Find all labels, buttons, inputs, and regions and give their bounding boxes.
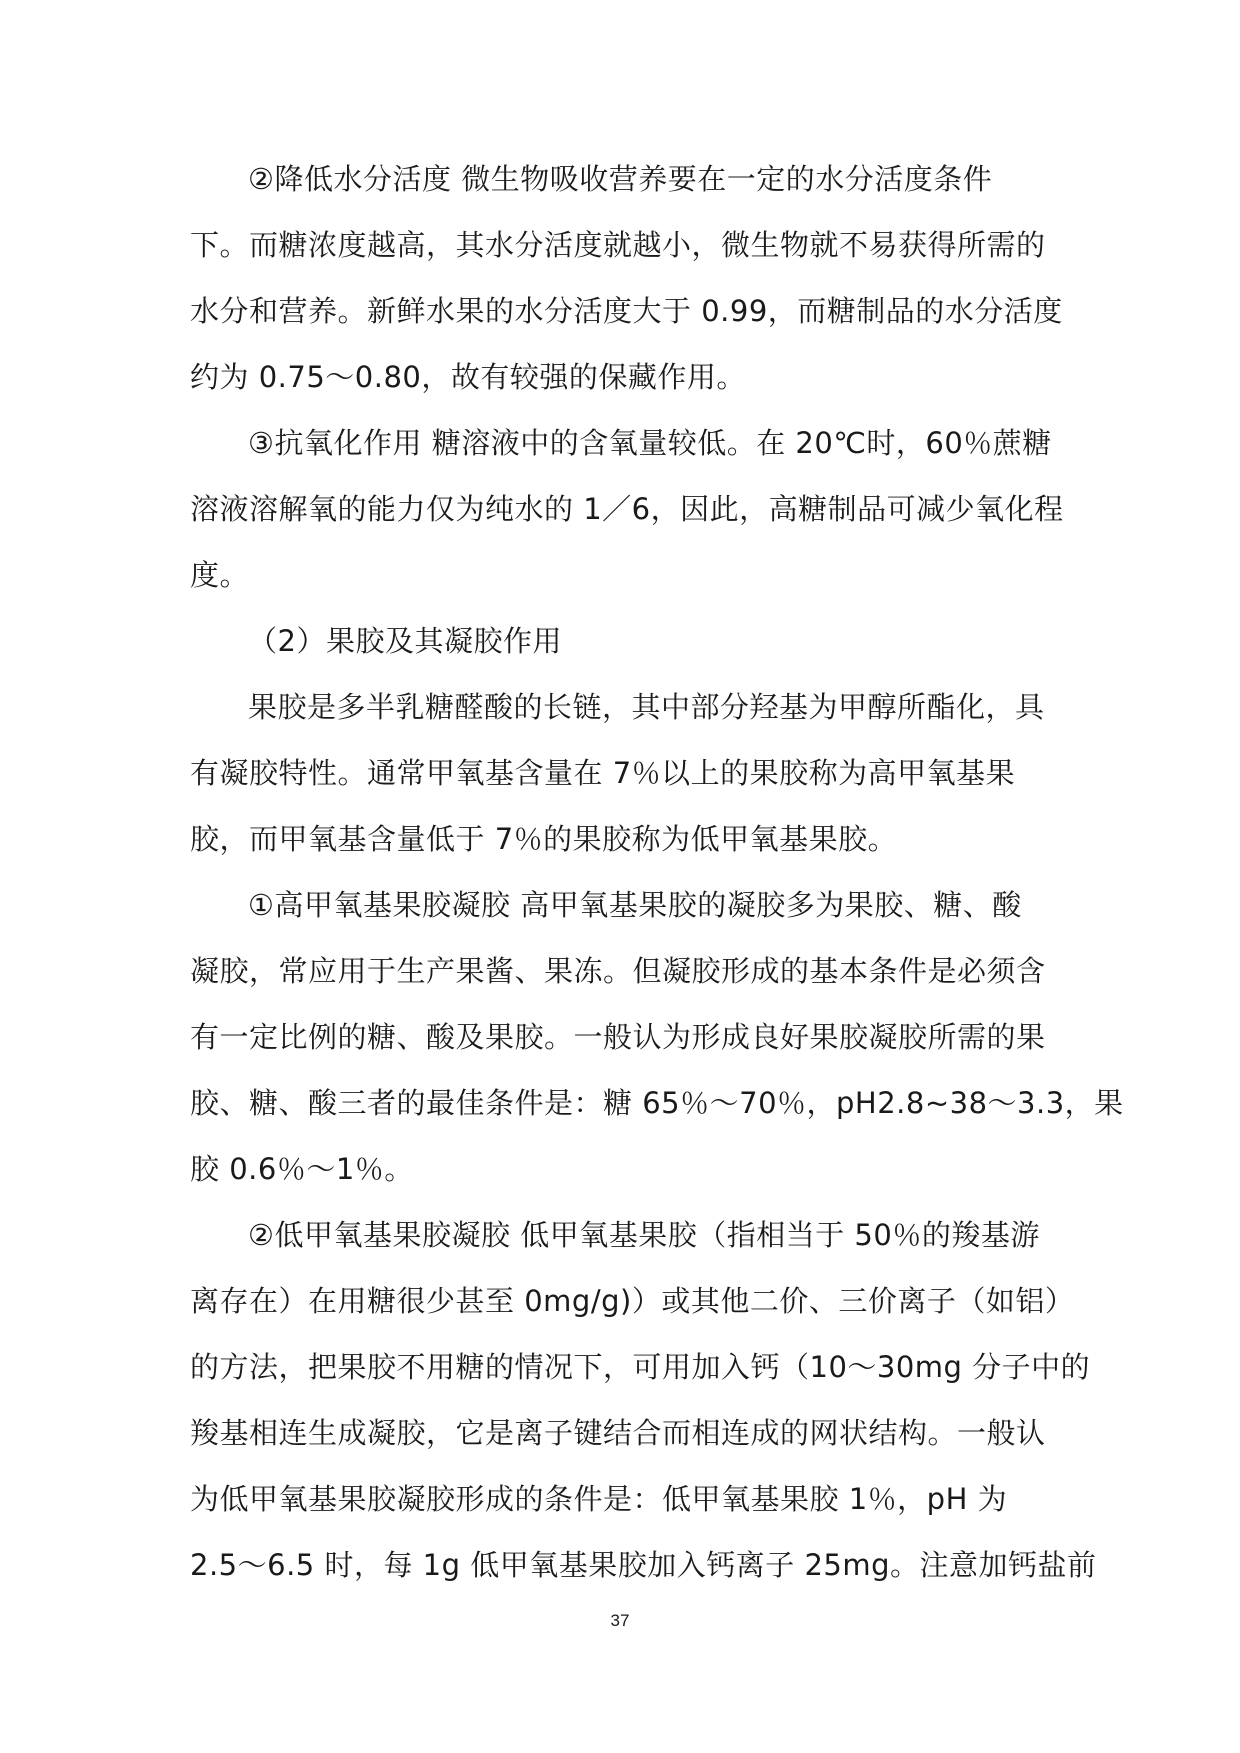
text-line: 离存在）在用糖很少甚至 0mg/g)）或其他二价、三价离子（如铝） <box>190 1284 1075 1318</box>
text-line: 果胶是多半乳糖醛酸的长链，其中部分羟基为甲醇所酯化，具 <box>248 690 1045 724</box>
text-line: 凝胶，常应用于生产果酱、果冻。但凝胶形成的基本条件是必须含 <box>190 954 1046 988</box>
text-line: 水分和营养。新鲜水果的水分活度大于 0.99，而糖制品的水分活度 <box>190 294 1063 328</box>
text-line: 胶，而甲氧基含量低于 7％的果胶称为低甲氧基果胶。 <box>190 822 898 856</box>
text-line: ②降低水分活度 微生物吸收营养要在一定的水分活度条件 <box>248 162 993 196</box>
text-line: 2.5～6.5 时，每 1g 低甲氧基果胶加入钙离子 25mg。注意加钙盐前 <box>190 1548 1097 1582</box>
text-line: 下。而糖浓度越高，其水分活度就越小，微生物就不易获得所需的 <box>190 228 1046 262</box>
text-line: 有一定比例的糖、酸及果胶。一般认为形成良好果胶凝胶所需的果 <box>190 1020 1046 1054</box>
text-line: 胶、糖、酸三者的最佳条件是：糖 65％～70％，pH2.8~38～3.3，果 <box>190 1086 1124 1120</box>
text-line: ②低甲氧基果胶凝胶 低甲氧基果胶（指相当于 50％的羧基游 <box>248 1218 1040 1252</box>
text-line: 胶 0.6％～1％。 <box>190 1152 414 1186</box>
page-number: 37 <box>610 1611 630 1630</box>
text-line: 约为 0.75～0.80，故有较强的保藏作用。 <box>190 360 746 394</box>
text-line: 为低甲氧基果胶凝胶形成的条件是：低甲氧基果胶 1％，pH 为 <box>190 1482 1008 1516</box>
section-heading: （2）果胶及其凝胶作用 <box>248 624 562 658</box>
text-line: 有凝胶特性。通常甲氧基含量在 7％以上的果胶称为高甲氧基果 <box>190 756 1016 790</box>
text-line: 度。 <box>190 558 250 592</box>
text-line: 溶液溶解氧的能力仅为纯水的 1／6，因此，高糖制品可减少氧化程 <box>190 492 1064 526</box>
text-line: 羧基相连生成凝胶，它是离子键结合而相连成的网状结构。一般认 <box>190 1416 1046 1450</box>
text-line: ①高甲氧基果胶凝胶 高甲氧基果胶的凝胶多为果胶、糖、酸 <box>248 888 1022 922</box>
text-line: ③抗氧化作用 糖溶液中的含氧量较低。在 20℃时，60％蔗糖 <box>248 426 1052 460</box>
text-line: 的方法，把果胶不用糖的情况下，可用加入钙（10～30mg 分子中的 <box>190 1350 1091 1384</box>
